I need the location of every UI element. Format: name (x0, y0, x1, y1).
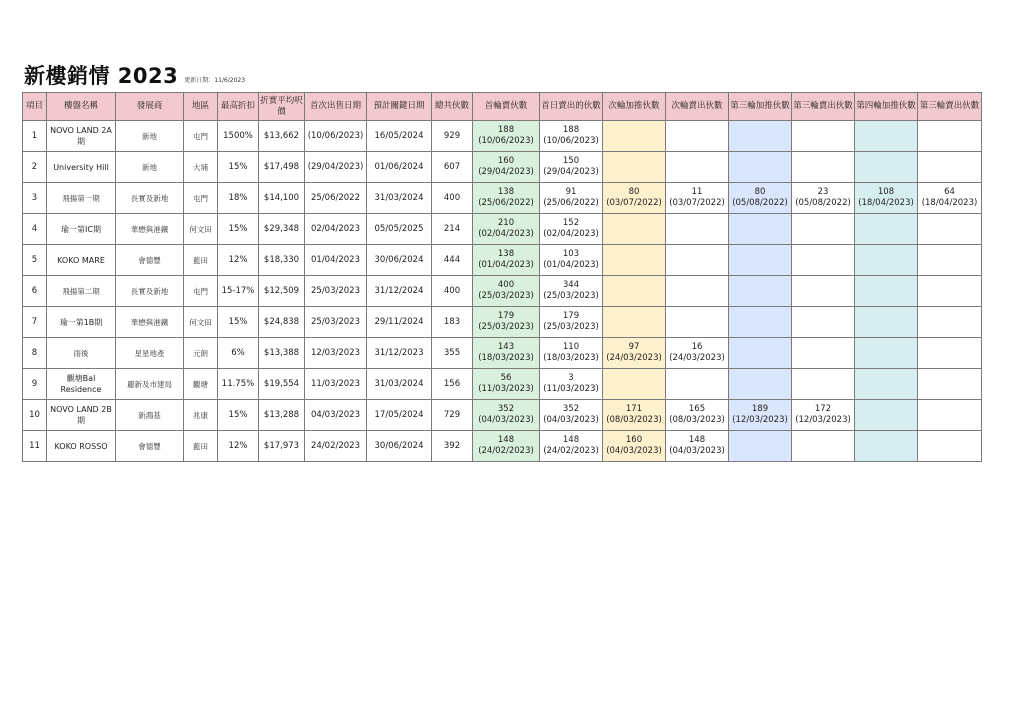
round1-units (473, 121, 540, 152)
header-col-round3-sold: 第三輪賣出伙數 (792, 93, 855, 121)
round2-sold (666, 245, 729, 276)
developer: 長實及新地 (116, 183, 184, 214)
round1-units-date: (11/03/2023) (478, 384, 534, 394)
day1-sold-count: 179 (562, 311, 580, 321)
property-name: NOVO LAND 2B期 (47, 400, 116, 431)
round3-add (729, 307, 792, 338)
row-number: 9 (23, 369, 47, 400)
round2-sold (666, 276, 729, 307)
round3-add-count: 80 (754, 187, 766, 197)
row-number: 4 (23, 214, 47, 245)
max-discount: 15% (218, 152, 259, 183)
round4-sold (918, 400, 982, 431)
total-units: 214 (432, 214, 473, 245)
day1-sold-count: 3 (568, 373, 574, 383)
day1-sold-count: 148 (562, 435, 580, 445)
round1-units-date: (24/02/2023) (478, 446, 534, 456)
round2-add-date: (04/03/2023) (606, 446, 662, 456)
property-name: 飛揚第二期 (47, 276, 116, 307)
round1-units-date: (18/03/2023) (478, 353, 534, 363)
round2-add (603, 307, 666, 338)
row-number: 10 (23, 400, 47, 431)
total-units: 400 (432, 276, 473, 307)
property-name: 瑜一第IC期 (47, 214, 116, 245)
day1-sold-date: (24/02/2023) (543, 446, 599, 456)
first-sale-date: 25/03/2023 (305, 307, 367, 338)
property-name: NOVO LAND 2A期 (47, 121, 116, 152)
avg-price: $24,838 (259, 307, 305, 338)
round3-add (729, 369, 792, 400)
total-units: 929 (432, 121, 473, 152)
developer: 長實及新地 (116, 276, 184, 307)
round4-sold (918, 152, 982, 183)
round2-sold-date: (04/03/2023) (669, 446, 725, 456)
key-date: 31/12/2023 (367, 338, 432, 369)
avg-price: $12,509 (259, 276, 305, 307)
day1-sold-count: 352 (562, 404, 580, 414)
round3-sold (792, 369, 855, 400)
key-date: 01/06/2024 (367, 152, 432, 183)
round2-add (603, 183, 666, 214)
sales-table (22, 92, 982, 462)
day1-sold (540, 183, 603, 214)
round4-sold (918, 121, 982, 152)
round3-sold (792, 214, 855, 245)
round3-sold (792, 152, 855, 183)
avg-price: $13,288 (259, 400, 305, 431)
round3-sold (792, 400, 855, 431)
round4-add-count: 108 (877, 187, 895, 197)
first-sale-date: 12/03/2023 (305, 338, 367, 369)
avg-price: $13,388 (259, 338, 305, 369)
row-number: 5 (23, 245, 47, 276)
round2-add (603, 245, 666, 276)
round4-add (855, 152, 918, 183)
max-discount: 12% (218, 245, 259, 276)
round1-units (473, 245, 540, 276)
key-date: 29/11/2024 (367, 307, 432, 338)
header-col-total-units: 總共伙數 (432, 93, 473, 121)
table-row (23, 369, 982, 400)
round3-sold (792, 338, 855, 369)
row-number: 7 (23, 307, 47, 338)
avg-price: $19,554 (259, 369, 305, 400)
day1-sold-date: (01/04/2023) (543, 260, 599, 270)
round4-add (855, 431, 918, 462)
day1-sold-date: (11/03/2023) (543, 384, 599, 394)
day1-sold (540, 276, 603, 307)
developer: 新地 (116, 121, 184, 152)
table-row (23, 183, 982, 214)
avg-price: $17,498 (259, 152, 305, 183)
round2-add (603, 338, 666, 369)
day1-sold-count: 188 (562, 125, 580, 135)
round3-add-date: (12/03/2023) (732, 415, 788, 425)
round2-sold (666, 431, 729, 462)
round4-sold (918, 369, 982, 400)
page-title: 新樓銷情 2023 (24, 64, 179, 88)
round1-units-count: 138 (497, 187, 515, 197)
round2-sold-count: 165 (688, 404, 706, 414)
round3-add (729, 276, 792, 307)
first-sale-date: 04/03/2023 (305, 400, 367, 431)
round1-units-count: 352 (497, 404, 515, 414)
round3-sold (792, 431, 855, 462)
round1-units-date: (01/04/2023) (478, 260, 534, 270)
round4-sold (918, 431, 982, 462)
developer: 華懋與港鐵 (116, 214, 184, 245)
round2-add-date: (03/07/2022) (606, 198, 662, 208)
table-row (23, 307, 982, 338)
avg-price: $18,330 (259, 245, 305, 276)
day1-sold-count: 152 (562, 218, 580, 228)
round1-units-count: 148 (497, 435, 515, 445)
round4-sold (918, 307, 982, 338)
round2-sold-date: (24/03/2023) (669, 353, 725, 363)
round1-units-count: 179 (497, 311, 515, 321)
round4-add-date: (18/04/2023) (858, 198, 914, 208)
round1-units (473, 431, 540, 462)
total-units: 607 (432, 152, 473, 183)
round2-sold-date: (08/03/2023) (669, 415, 725, 425)
round4-add (855, 183, 918, 214)
round2-sold (666, 183, 729, 214)
round1-units (473, 214, 540, 245)
round1-units-date: (25/03/2023) (478, 291, 534, 301)
district: 屯門 (184, 276, 218, 307)
developer: 星星地產 (116, 338, 184, 369)
first-sale-date: 02/04/2023 (305, 214, 367, 245)
round1-units (473, 152, 540, 183)
round2-sold (666, 338, 729, 369)
round1-units (473, 183, 540, 214)
district: 屯門 (184, 183, 218, 214)
day1-sold (540, 338, 603, 369)
first-sale-date: (10/06/2023) (305, 121, 367, 152)
row-number: 3 (23, 183, 47, 214)
first-sale-date: 25/06/2022 (305, 183, 367, 214)
key-date: 17/05/2024 (367, 400, 432, 431)
round2-add (603, 276, 666, 307)
table-body (23, 121, 982, 462)
property-name: KOKO MARE (47, 245, 116, 276)
round1-units-date: (10/06/2023) (478, 136, 534, 146)
developer: 麗新及市建局 (116, 369, 184, 400)
round4-sold (918, 214, 982, 245)
round1-units-count: 210 (497, 218, 515, 228)
round1-units-count: 138 (497, 249, 515, 259)
row-number: 6 (23, 276, 47, 307)
round3-add (729, 400, 792, 431)
header-col-name: 樓盤名稱 (47, 93, 116, 121)
header-col-district: 地區 (184, 93, 218, 121)
header-col-round2-add: 次輪加推伙數 (603, 93, 666, 121)
first-sale-date: 24/02/2023 (305, 431, 367, 462)
round3-sold (792, 276, 855, 307)
round1-units-date: (04/03/2023) (478, 415, 534, 425)
max-discount: 6% (218, 338, 259, 369)
day1-sold-date: (04/03/2023) (543, 415, 599, 425)
round1-units-count: 188 (497, 125, 515, 135)
total-units: 444 (432, 245, 473, 276)
round4-add (855, 276, 918, 307)
header-col-key-date: 預計關鍵日期 (367, 93, 432, 121)
key-date: 30/06/2024 (367, 245, 432, 276)
round2-sold-count: 148 (688, 435, 706, 445)
header-col-round1: 首輪賣伙數 (473, 93, 540, 121)
first-sale-date: 25/03/2023 (305, 276, 367, 307)
round2-sold (666, 400, 729, 431)
round4-add (855, 245, 918, 276)
round3-add (729, 183, 792, 214)
district: 藍田 (184, 245, 218, 276)
max-discount: 1500% (218, 121, 259, 152)
key-date: 31/03/2024 (367, 183, 432, 214)
round2-add (603, 369, 666, 400)
round1-units (473, 400, 540, 431)
table-row (23, 276, 982, 307)
day1-sold (540, 245, 603, 276)
round4-add (855, 369, 918, 400)
round1-units-count: 56 (500, 373, 512, 383)
max-discount: 18% (218, 183, 259, 214)
district: 屯門 (184, 121, 218, 152)
round3-sold-count: 23 (817, 187, 829, 197)
round2-add-count: 80 (628, 187, 640, 197)
header-col-round3-sold-b: 第三輪賣出伙數 (918, 93, 982, 121)
avg-price: $29,348 (259, 214, 305, 245)
round3-sold (792, 245, 855, 276)
max-discount: 15% (218, 400, 259, 431)
developer: 會德豐 (116, 431, 184, 462)
day1-sold (540, 214, 603, 245)
day1-sold (540, 400, 603, 431)
day1-sold-date: (02/04/2023) (543, 229, 599, 239)
day1-sold-count: 150 (562, 156, 580, 166)
key-date: 31/03/2024 (367, 369, 432, 400)
developer: 會德豐 (116, 245, 184, 276)
property-name: 飛揚第一期 (47, 183, 116, 214)
day1-sold-date: (25/03/2023) (543, 322, 599, 332)
day1-sold-count: 344 (562, 280, 580, 290)
district: 觀塘 (184, 369, 218, 400)
key-date: 30/06/2024 (367, 431, 432, 462)
district: 藍田 (184, 431, 218, 462)
round2-add-date: (24/03/2023) (606, 353, 662, 363)
developer: 新鴻基 (116, 400, 184, 431)
round1-units-count: 143 (497, 342, 515, 352)
day1-sold-date: (10/06/2023) (543, 136, 599, 146)
district: 元朗 (184, 338, 218, 369)
max-discount: 12% (218, 431, 259, 462)
round3-add (729, 152, 792, 183)
header-col-item: 項目 (23, 93, 47, 121)
day1-sold-date: (29/04/2023) (543, 167, 599, 177)
day1-sold-count: 110 (562, 342, 580, 352)
round4-sold (918, 276, 982, 307)
header-col-day1-sold: 首日賣出的伙數 (540, 93, 603, 121)
header-col-first-sale: 首次出售日期 (305, 93, 367, 121)
round1-units-date: (25/03/2023) (478, 322, 534, 332)
round2-add-count: 171 (625, 404, 643, 414)
round2-sold-count: 11 (691, 187, 703, 197)
round1-units-date: (29/04/2023) (478, 167, 534, 177)
title-area (24, 64, 245, 88)
row-number: 2 (23, 152, 47, 183)
round4-sold-count: 64 (944, 187, 955, 197)
property-name: 瑜一第1B期 (47, 307, 116, 338)
updated-date: 更新日期：11/6/2023 (184, 77, 246, 84)
table-row (23, 431, 982, 462)
day1-sold-count: 103 (562, 249, 580, 259)
avg-price: $14,100 (259, 183, 305, 214)
round1-units-count: 400 (497, 280, 515, 290)
max-discount: 15-17% (218, 276, 259, 307)
round3-add (729, 214, 792, 245)
total-units: 156 (432, 369, 473, 400)
round4-add (855, 307, 918, 338)
day1-sold-date: (18/03/2023) (543, 353, 599, 363)
district: 何文田 (184, 307, 218, 338)
property-name: University Hill (47, 152, 116, 183)
round2-add (603, 400, 666, 431)
round4-sold (918, 338, 982, 369)
round2-sold (666, 214, 729, 245)
round2-sold-count: 16 (691, 342, 703, 352)
district: 兆康 (184, 400, 218, 431)
total-units: 400 (432, 183, 473, 214)
first-sale-date: (29/04/2023) (305, 152, 367, 183)
round3-sold (792, 307, 855, 338)
round2-add (603, 152, 666, 183)
round3-sold-date: (05/08/2022) (795, 198, 851, 208)
round2-add (603, 121, 666, 152)
round2-sold (666, 121, 729, 152)
round3-sold-date: (12/03/2023) (795, 415, 851, 425)
round2-add-date: (08/03/2023) (606, 415, 662, 425)
header-col-avg-price: 折實平均呎價 (259, 93, 305, 121)
round3-add (729, 121, 792, 152)
district: 何文田 (184, 214, 218, 245)
max-discount: 15% (218, 214, 259, 245)
round2-sold (666, 369, 729, 400)
table-row (23, 400, 982, 431)
round1-units (473, 276, 540, 307)
round3-add (729, 431, 792, 462)
table-row (23, 338, 982, 369)
round2-add (603, 214, 666, 245)
district: 大埔 (184, 152, 218, 183)
avg-price: $13,662 (259, 121, 305, 152)
property-name: 雨後 (47, 338, 116, 369)
total-units: 392 (432, 431, 473, 462)
round1-units-date: (25/06/2022) (478, 198, 534, 208)
first-sale-date: 11/03/2023 (305, 369, 367, 400)
round2-sold (666, 307, 729, 338)
header-col-max-discount: 最高折扣 (218, 93, 259, 121)
max-discount: 11.75% (218, 369, 259, 400)
table-row (23, 245, 982, 276)
round4-add (855, 214, 918, 245)
avg-price: $17,973 (259, 431, 305, 462)
round4-sold (918, 183, 982, 214)
header-row (23, 93, 982, 121)
round4-sold-date: (18/04/2023) (921, 198, 978, 208)
total-units: 729 (432, 400, 473, 431)
round3-add (729, 338, 792, 369)
day1-sold (540, 121, 603, 152)
round3-add-date: (05/08/2022) (732, 198, 788, 208)
first-sale-date: 01/04/2023 (305, 245, 367, 276)
round2-sold (666, 152, 729, 183)
table-row (23, 214, 982, 245)
property-name: KOKO ROSSO (47, 431, 116, 462)
row-number: 8 (23, 338, 47, 369)
day1-sold-date: (25/03/2023) (543, 291, 599, 301)
key-date: 31/12/2024 (367, 276, 432, 307)
round2-add-count: 97 (628, 342, 640, 352)
table-row (23, 152, 982, 183)
header-col-round3-add: 第三輪加推伙數 (729, 93, 792, 121)
header-col-round2-sold: 次輪賣出伙數 (666, 93, 729, 121)
developer: 新地 (116, 152, 184, 183)
day1-sold (540, 369, 603, 400)
day1-sold (540, 431, 603, 462)
round3-sold (792, 121, 855, 152)
round2-add (603, 431, 666, 462)
row-number: 11 (23, 431, 47, 462)
round1-units (473, 307, 540, 338)
property-name: 觀塘Bal Residence (47, 369, 116, 400)
total-units: 355 (432, 338, 473, 369)
header-col-round4-add: 第四輪加推伙數 (855, 93, 918, 121)
round3-sold (792, 183, 855, 214)
day1-sold (540, 152, 603, 183)
developer: 華懋與港鐵 (116, 307, 184, 338)
round1-units-count: 160 (497, 156, 515, 166)
round4-add (855, 121, 918, 152)
round2-sold-date: (03/07/2022) (669, 198, 725, 208)
round4-add (855, 338, 918, 369)
row-number: 1 (23, 121, 47, 152)
day1-sold-date: (25/06/2022) (543, 198, 599, 208)
round4-sold (918, 245, 982, 276)
round3-add-count: 189 (751, 404, 769, 414)
max-discount: 15% (218, 307, 259, 338)
key-date: 05/05/2025 (367, 214, 432, 245)
round1-units (473, 369, 540, 400)
round4-add (855, 400, 918, 431)
total-units: 183 (432, 307, 473, 338)
day1-sold-count: 91 (565, 187, 577, 197)
round3-add (729, 245, 792, 276)
round1-units (473, 338, 540, 369)
day1-sold (540, 307, 603, 338)
header-col-developer: 發展商 (116, 93, 184, 121)
round1-units-date: (02/04/2023) (478, 229, 534, 239)
table-row (23, 121, 982, 152)
round2-add-count: 160 (625, 435, 643, 445)
key-date: 16/05/2024 (367, 121, 432, 152)
round3-sold-count: 172 (814, 404, 832, 414)
